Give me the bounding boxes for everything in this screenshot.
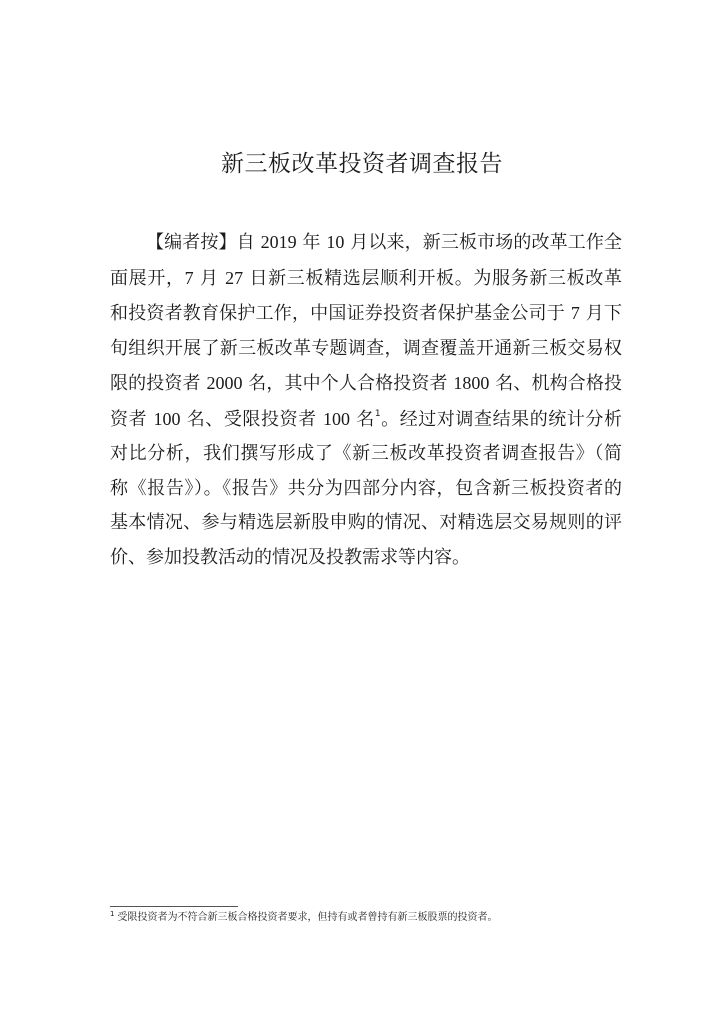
- footnote-marker: 1: [110, 909, 115, 918]
- paragraph-text-run: 月: [193, 267, 226, 289]
- page-title: 新三板改革投资者调查报告: [221, 151, 503, 177]
- paragraph-text-run: 名，其中个人合格投资者: [242, 373, 454, 394]
- paragraph-text-run: 月以来，新三板市场的改革工作全面展开，: [110, 232, 622, 289]
- paragraph-text-run: 27: [225, 267, 244, 288]
- paragraph-text-run: 日新三板精选层顺利开板。为服务新三板改革和投资者教育保护工作，中国证券投资者保护基金公司于: [110, 267, 622, 324]
- paragraph-text-run: 7: [570, 303, 580, 323]
- paragraph-text-run: 名: [350, 408, 375, 430]
- paragraph-text-run: 7: [184, 267, 194, 288]
- paragraph-text-run: 2019: [260, 232, 297, 252]
- footnote-reference: 1: [374, 408, 381, 419]
- paragraph-text-run: 2000: [206, 373, 243, 393]
- footnote-text: 受限投资者为不符合新三板合格投资者要求，但持有或者曾持有新三板股票的投资者。: [117, 912, 498, 923]
- paragraph-text-run: 100: [323, 408, 350, 429]
- footnote: [110, 910, 622, 926]
- paragraph-text-run: 10: [326, 232, 345, 252]
- paragraph-text-run: 名、机构合格投资者: [110, 373, 622, 430]
- paragraph-text-run: 1800: [453, 373, 490, 393]
- paragraph-text-run: 。经过对调查结果的统计分析对比分析，我们撰写形成了《新三板改革投资者调查报告》（简称《报告》）。《报告》共分为四部分内容，包含新三板投资者的基本情况、参与精选层新股申购的情况、对精选层交易规则的评价、参加投教活动的情况及投教需求等内容。: [110, 408, 622, 568]
- editor-note-paragraph: [110, 225, 622, 575]
- paragraph-text-run: 年: [296, 232, 327, 253]
- paragraph-text-run: 月下旬组织开展了新三板改革专题调查，调查覆盖开通新三板交易权限的投资者: [110, 303, 622, 394]
- paragraph-text-run: 名、受限投资者: [180, 408, 323, 430]
- paragraph-text-run: 【编者按】自: [146, 232, 261, 253]
- paragraph-text-run: 100: [153, 408, 181, 429]
- footnote-divider: [110, 906, 238, 907]
